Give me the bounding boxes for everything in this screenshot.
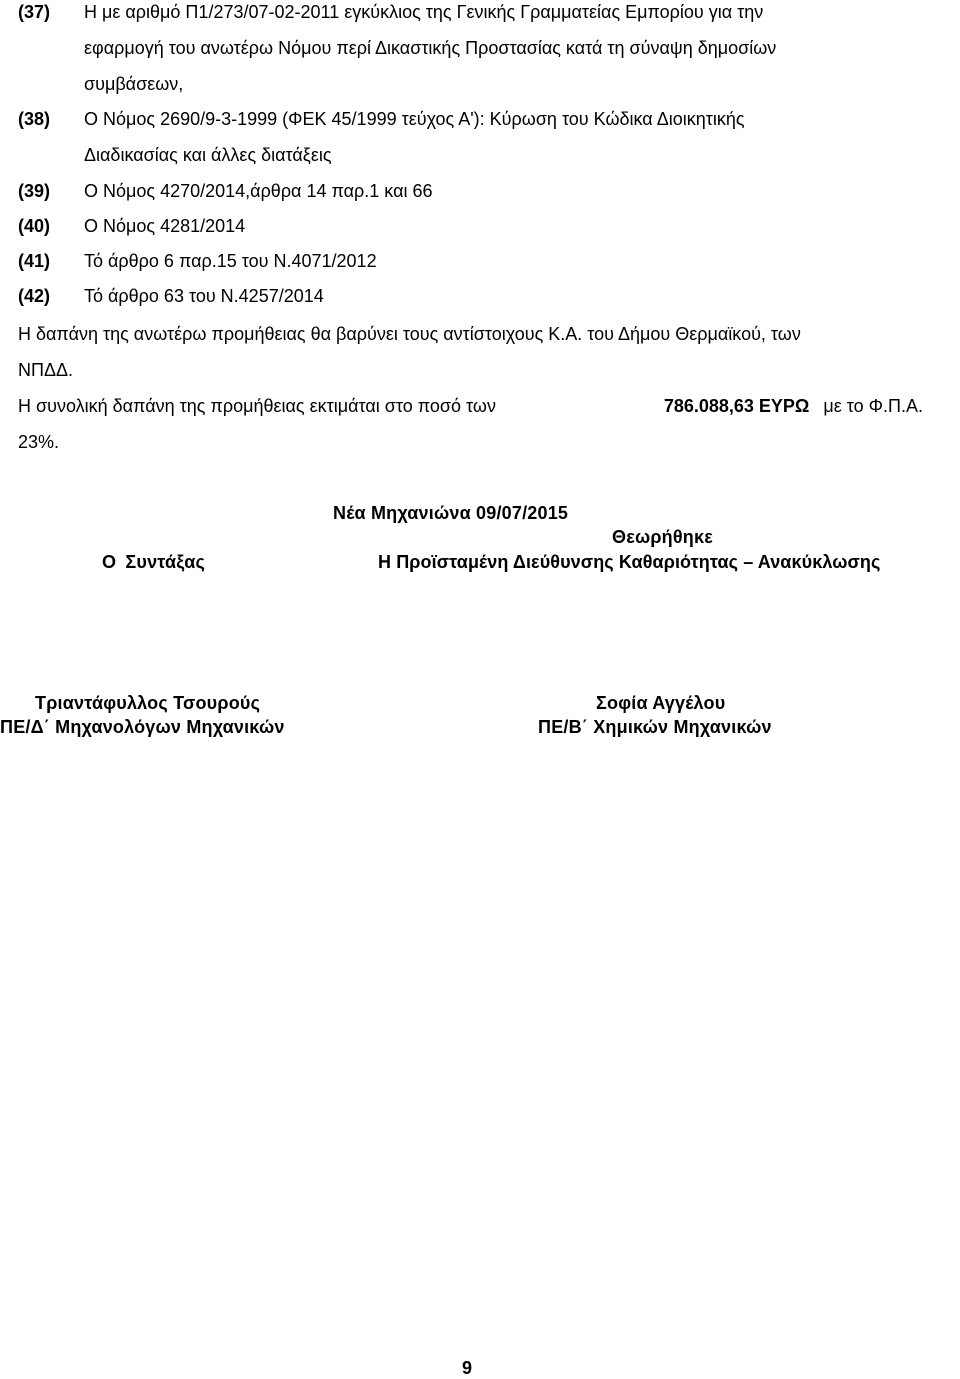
item-40-line-1: Ο Νόμος 4281/2014 xyxy=(84,216,246,236)
item-37-line-3: συμβάσεων, xyxy=(84,74,184,94)
item-38-line-1: Ο Νόμος 2690/9-3-1999 (ΦΕΚ 45/1999 τεύχος Α'): Κύρωση του Κώδικα Διοικητικής xyxy=(84,109,745,129)
total-paragraph-text: Η συνολική δαπάνη της προμήθειας εκτιμάται στο ποσό των xyxy=(18,396,496,416)
total-amount: 786.088,63 ΕΥΡΩ xyxy=(663,396,810,416)
date-line: Νέα Μηχανιώνα 09/07/2015 xyxy=(333,503,569,523)
signatory-right-name: Σοφία Αγγέλου xyxy=(596,693,726,713)
total-paragraph-line-2: 23%. xyxy=(18,432,60,452)
item-38-line-2: Διαδικασίας και άλλες διατάξεις xyxy=(84,145,332,165)
signatory-right-title: ΠΕ/Β΄ Χημικών Μηχανικών xyxy=(538,717,772,737)
item-42-line-1: Τό άρθρο 63 του Ν.4257/2014 xyxy=(84,286,324,306)
item-37-line-1: Η με αριθμό Π1/273/07-02-2011 εγκύκλιος της Γενικής Γραμματείας Εμπορίου για την xyxy=(84,2,764,22)
item-number-38: (38) xyxy=(18,109,51,129)
total-paragraph-amount-group xyxy=(664,396,923,417)
approved-label: Θεωρήθηκε xyxy=(612,527,713,547)
director-label: Η Προϊσταμένη Διεύθυνσης Καθαριότητας – Ανακύκλωσης xyxy=(378,552,881,572)
expense-paragraph-line-2: ΝΠΔΔ. xyxy=(18,360,74,380)
page-number: 9 xyxy=(462,1358,473,1378)
item-37-line-2: εφαρμογή του ανωτέρω Νόμου περί Δικαστικής Προστασίας κατά τη σύναψη δημοσίων xyxy=(84,38,777,58)
signatory-left-name: Τριαντάφυλλος Τσουρούς xyxy=(35,693,261,713)
composer-label: Ο Συντάξας xyxy=(102,552,206,572)
item-number-41: (41) xyxy=(18,251,51,271)
total-paragraph-line-1 xyxy=(18,396,923,417)
total-paragraph-vat: με το Φ.Π.Α. xyxy=(823,396,923,416)
item-41-line-1: Τό άρθρο 6 παρ.15 του Ν.4071/2012 xyxy=(84,251,377,271)
item-number-42: (42) xyxy=(18,286,51,306)
signatory-left-title: ΠΕ/Δ΄ Μηχανολόγων Μηχανικών xyxy=(0,717,285,737)
expense-paragraph-line-1: Η δαπάνη της ανωτέρω προμήθειας θα βαρύνει τους αντίστοιχους Κ.Α. του Δήμου Θερμαϊκού, των xyxy=(18,324,801,344)
item-number-40: (40) xyxy=(18,216,51,236)
item-number-39: (39) xyxy=(18,181,51,201)
item-39-line-1: Ο Νόμος 4270/2014,άρθρα 14 παρ.1 και 66 xyxy=(84,181,433,201)
item-number-37: (37) xyxy=(18,2,51,22)
